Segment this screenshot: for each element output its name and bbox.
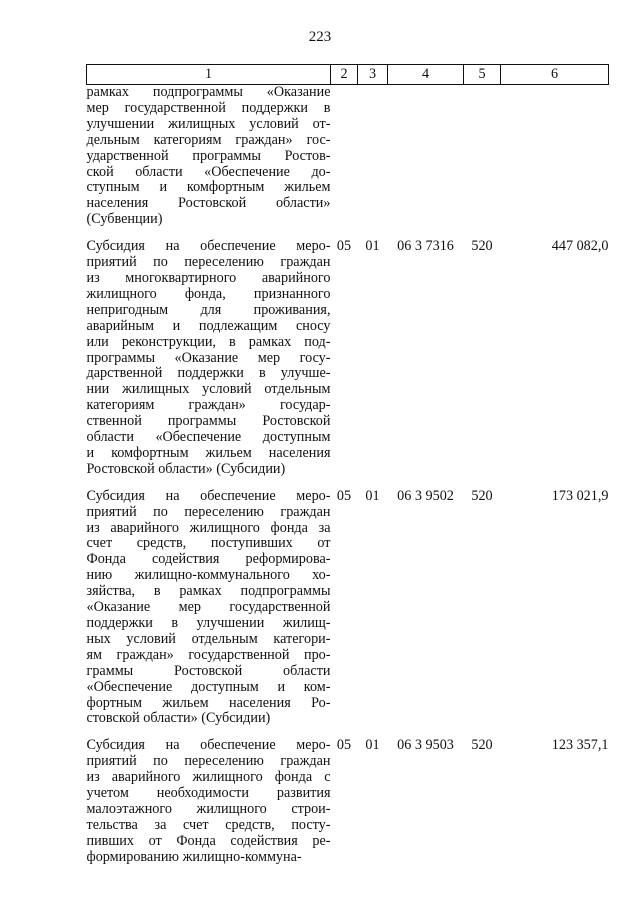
description-line: Субсидия на обеспечение меро- (86, 737, 331, 754)
description-line: «Обеспечение доступным и ком- (86, 678, 331, 695)
description-line: области «Обеспечение доступным (86, 429, 331, 446)
table-row (87, 489, 609, 728)
description-line: формированию жилищно-коммуна- (86, 848, 302, 865)
description-line: населения Ростовской области» (86, 195, 331, 212)
section-code: 05 (336, 737, 352, 754)
description-line: нии жилищных условий отдельным (86, 381, 331, 398)
target-article-code (388, 85, 464, 229)
description-line: Субсидия на обеспечение меро- (86, 487, 331, 504)
expense-type-code: 520 (471, 737, 493, 754)
column-header-5: 5 (464, 65, 501, 85)
description-line: приятий по переселению граждан (86, 753, 331, 770)
description-line: непригодным для проживания, (86, 301, 331, 318)
description-line: мер государственной поддержки в (86, 99, 331, 116)
description-line: фортным жильем населения Ро- (86, 694, 331, 711)
description-line: улучшении жилищных условий от- (86, 115, 331, 132)
description-line: ям граждан» государственной про- (86, 646, 331, 663)
row-description (87, 85, 331, 229)
description-line: ственной программы Ростовской (86, 413, 331, 430)
description-line: пивших от Фонда содействия ре- (86, 832, 331, 849)
table-row (87, 738, 609, 865)
row-description (87, 738, 331, 865)
column-header-3: 3 (358, 65, 388, 85)
description-line: и комфортным жильем населения (86, 444, 331, 461)
row-description (87, 239, 331, 478)
expense-type-code: 520 (471, 487, 493, 504)
table-body (87, 85, 609, 866)
subsection-code: 01 (365, 737, 380, 754)
section-code (331, 85, 358, 229)
target-article-code: 06 3 9503 (397, 737, 454, 754)
description-line: граммы Ростовской области (86, 662, 331, 679)
column-header-6: 6 (501, 65, 609, 85)
description-line: ской области «Обеспечение до- (86, 163, 331, 180)
target-article-code: 06 3 9502 (397, 487, 454, 504)
table-row (87, 239, 609, 478)
description-line: из аварийного жилищного фонда с (86, 769, 331, 786)
subsection-code: 01 (365, 487, 380, 504)
description-line: зяйства, в рамках подпрограммы (86, 583, 331, 600)
description-line: «Оказание мер государственной (86, 599, 331, 616)
section-code: 05 (336, 487, 352, 504)
description-line: категориям граждан» государ- (86, 397, 331, 414)
budget-table (86, 64, 609, 866)
description-line: тельства за счет средств, посту- (86, 816, 331, 833)
description-line: ударственной программы Ростов- (86, 147, 331, 164)
subsection-code: 01 (365, 238, 380, 255)
description-line: Ростовской области» (Субсидии) (86, 460, 286, 477)
amount: 123 357,1 (551, 737, 609, 754)
description-line: нию жилищно-коммунального хо- (86, 567, 331, 584)
column-header-2: 2 (331, 65, 358, 85)
description-line: приятий по переселению граждан (86, 254, 331, 271)
description-line: рамках подпрограммы «Оказание (86, 84, 331, 100)
description-line: дельным категориям граждан» гос- (86, 131, 331, 148)
description-line: ных условий отдельным категори- (86, 630, 331, 647)
description-line: из многоквартирного аварийного (86, 269, 331, 286)
description-line: приятий по переселению граждан (86, 503, 331, 520)
description-line: учетом необходимости развития (86, 785, 331, 802)
description-line: стовской области» (Субсидии) (86, 710, 271, 727)
column-header-4: 4 (388, 65, 464, 85)
description-line: жилищного фонда, признанного (86, 285, 331, 302)
column-number-row (87, 65, 609, 85)
row-description (87, 489, 331, 728)
description-line: программы «Оказание мер госу- (86, 349, 331, 366)
description-line: или реконструкции, в рамках под- (86, 333, 331, 350)
description-line: малоэтажного жилищного строи- (86, 800, 331, 817)
description-line: дарственной поддержки в улучше- (86, 365, 331, 382)
table-row (87, 85, 609, 229)
target-article-code: 06 3 7316 (397, 238, 454, 255)
amount: 447 082,0 (551, 238, 609, 255)
description-line: (Субвенции) (86, 211, 163, 228)
description-line: счет средств, поступивших от (86, 535, 331, 552)
description-line: Субсидия на обеспечение меро- (86, 238, 331, 255)
section-code: 05 (336, 238, 352, 255)
description-line: из аварийного жилищного фонда за (86, 519, 331, 536)
expense-type-code: 520 (471, 238, 493, 255)
page-number: 223 (308, 29, 332, 45)
description-line: поддержки в улучшении жилищ- (86, 615, 331, 631)
description-line: ступным и комфортным жильем (86, 179, 331, 196)
column-header-1: 1 (87, 65, 331, 85)
amount: 173 021,9 (551, 487, 609, 504)
description-line: аварийным и подлежащим сносу (86, 317, 331, 334)
description-line: Фонда содействия реформирова- (86, 551, 331, 568)
expense-type-code (464, 85, 501, 229)
amount (501, 85, 609, 229)
subsection-code (358, 85, 388, 229)
